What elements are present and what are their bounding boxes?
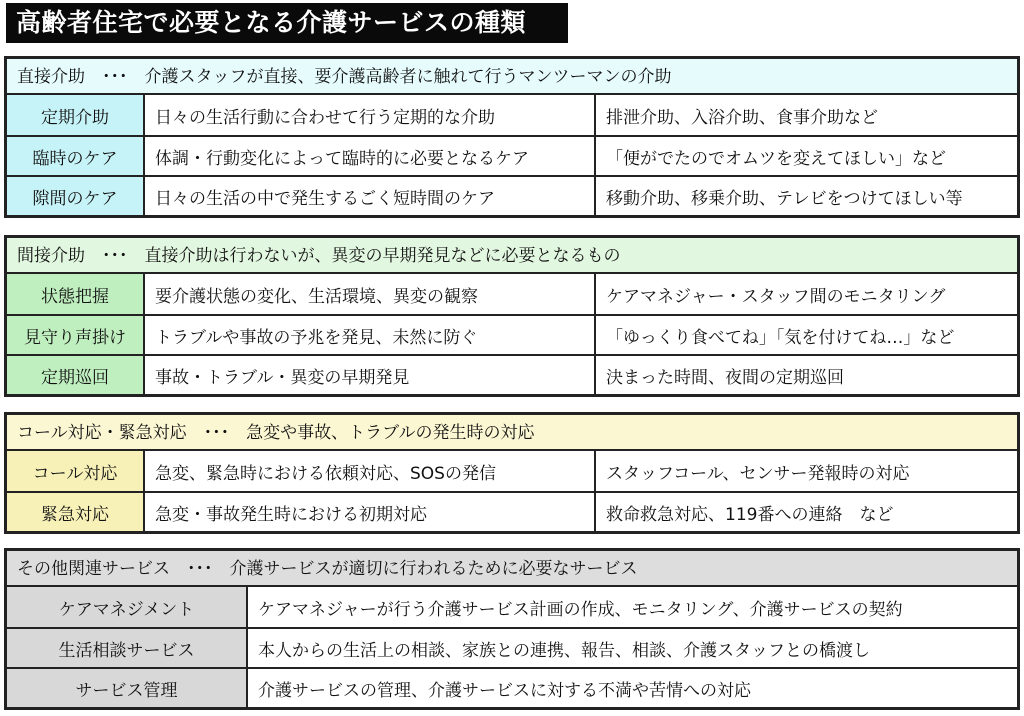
- row-example: 決まった時間、夜間の定期巡回: [606, 367, 844, 388]
- table-row: [7, 451, 1017, 491]
- section-header: その他関連サービス ･･･ 介護サービスが適切に行われるために必要なサービス: [7, 551, 1017, 587]
- row-label: 見守り声掛け: [7, 316, 145, 354]
- page-title: 高齢者住宅で必要となる介護サービスの種類: [6, 3, 568, 43]
- row-label: 隙間のケア: [7, 177, 145, 215]
- table-row: [7, 491, 1017, 531]
- row-example: スタッフコール、センサー発報時の対応: [606, 463, 910, 484]
- table-row: [7, 95, 1017, 135]
- row-label: 状態把握: [7, 274, 145, 314]
- row-example: 「便がでたのでオムツを変えてほしい」など: [606, 148, 946, 169]
- row-label: 緊急対応: [7, 493, 145, 531]
- table-row: [7, 274, 1017, 314]
- row-label: コール対応: [7, 451, 145, 491]
- row-label: ケアマネジメント: [7, 587, 248, 627]
- table-row: [7, 354, 1017, 394]
- section-other-services: [4, 548, 1020, 710]
- row-label: 生活相談サービス: [7, 629, 248, 667]
- table-row: [7, 667, 1017, 707]
- table-row: [7, 587, 1017, 627]
- section-direct-care: [4, 56, 1020, 218]
- row-label: サービス管理: [7, 669, 248, 707]
- section-call-emergency: [4, 412, 1020, 534]
- section-header: 直接介助 ･･･ 介護スタッフが直接、要介護高齢者に触れて行うマンツーマンの介助: [7, 59, 1017, 95]
- section-indirect-care: [4, 235, 1020, 397]
- row-example: 「ゆっくり食べてね」「気を付けてね…」など: [606, 327, 955, 348]
- row-description: 急変、緊急時における依頼対応、SOSの発信: [145, 451, 596, 491]
- row-example: 救命救急対応、119番への連絡 など: [606, 504, 894, 525]
- row-description: 日々の生活の中で発生するごく短時間のケア: [145, 177, 596, 215]
- table-row: [7, 135, 1017, 175]
- row-description: 急変・事故発生時における初期対応: [145, 493, 596, 531]
- table-row: [7, 627, 1017, 667]
- row-description: 介護サービスの管理、介護サービスに対する不満や苦情への対応: [258, 680, 751, 701]
- row-description: ケアマネジャーが行う介護サービス計画の作成、モニタリング、介護サービスの契約: [258, 599, 903, 620]
- row-description: 日々の生活行動に合わせて行う定期的な介助: [145, 95, 596, 135]
- row-description: 本人からの生活上の相談、家族との連携、報告、相談、介護スタッフとの橋渡し: [258, 640, 870, 661]
- row-label: 臨時のケア: [7, 137, 145, 175]
- table-row: [7, 175, 1017, 215]
- row-description: 体調・行動変化によって臨時的に必要となるケア: [145, 137, 596, 175]
- row-label: 定期介助: [7, 95, 145, 135]
- row-example: 排泄介助、入浴介助、食事介助など: [606, 107, 878, 128]
- row-example: 移動介助、移乗介助、テレビをつけてほしい等: [606, 188, 963, 209]
- row-description: 事故・トラブル・異変の早期発見: [145, 356, 596, 394]
- row-example: ケアマネジャー・スタッフ間のモニタリング: [606, 286, 946, 307]
- section-header: コール対応・緊急対応 ･･･ 急変や事故、トラブルの発生時の対応: [7, 415, 1017, 451]
- section-header: 間接介助 ･･･ 直接介助は行わないが、異変の早期発見などに必要となるもの: [7, 238, 1017, 274]
- row-label: 定期巡回: [7, 356, 145, 394]
- row-description: 要介護状態の変化、生活環境、異変の観察: [145, 274, 596, 314]
- row-description: トラブルや事故の予兆を発見、未然に防ぐ: [145, 316, 596, 354]
- table-row: [7, 314, 1017, 354]
